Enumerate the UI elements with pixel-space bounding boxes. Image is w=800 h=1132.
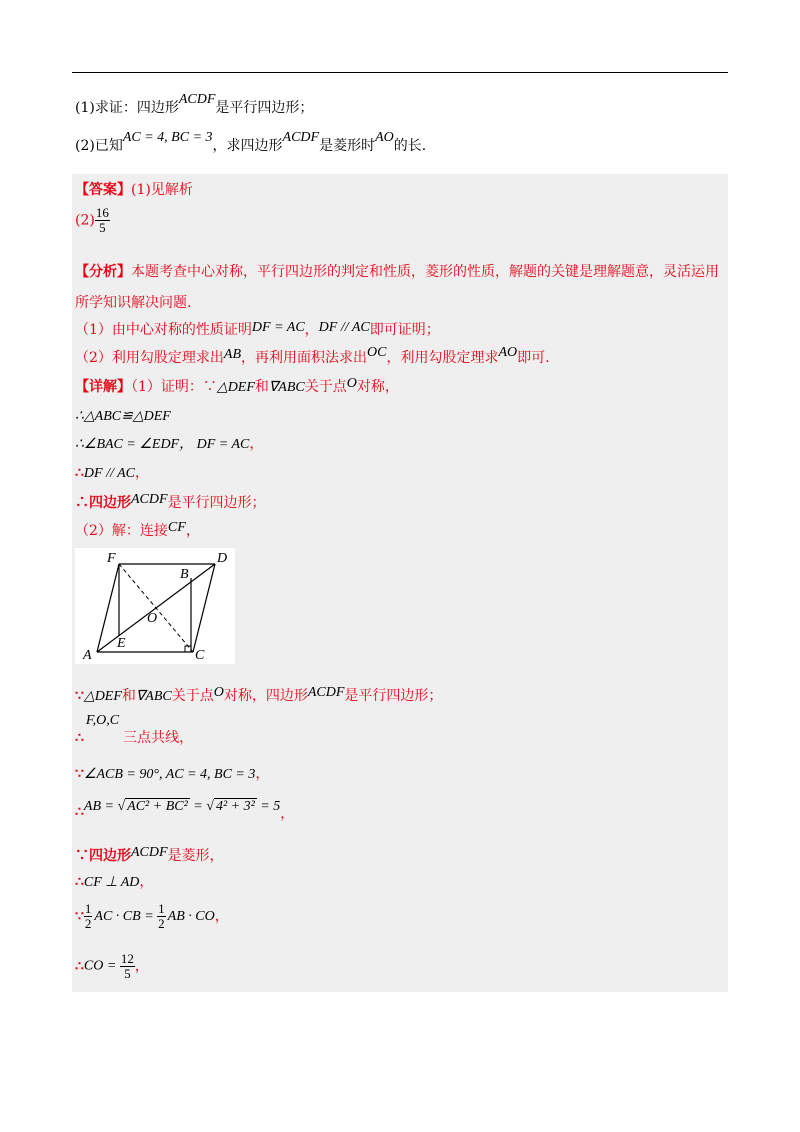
fraction-co: $\frac{12}{5}$ xyxy=(120,951,134,981)
detail-line1: 【详解】（1）证明：∵△DEF和∇ABC关于点O对称， xyxy=(75,376,399,395)
detail-line3: ∴∠BAC = ∠EDF， DF = AC， xyxy=(75,436,264,452)
label-o: O xyxy=(147,611,158,626)
label-b: B xyxy=(180,567,189,582)
detail-m2: ∴F,O,C三点共线， xyxy=(75,713,194,746)
analysis-step2: （2）利用勾股定理求出AB，再利用面积法求出OC，利用勾股定理求AO即可. xyxy=(75,345,550,366)
fraction-half-1: $\frac{1}{2}$ xyxy=(84,901,92,931)
analysis-step1: （1）由中心对称的性质证明DF = AC，DF // AC即可证明； xyxy=(75,320,440,338)
label-e: E xyxy=(117,636,126,651)
answer-line2: (2) $\frac{16}{5}$ xyxy=(75,205,109,235)
label-a: A xyxy=(83,648,92,663)
detail-m6: ∴CF ⊥ AD， xyxy=(75,874,154,890)
label-f: F xyxy=(107,551,116,566)
detail-m5: ∵四边形ACDF是菱形， xyxy=(75,845,224,864)
header-rule xyxy=(72,72,728,73)
detail-line4: ∴DF // AC， xyxy=(75,465,149,481)
detail-line5: ∴四边形ACDF是平行四边形； xyxy=(75,492,266,511)
answer-fraction: $\frac{16}{5}$ xyxy=(95,205,109,235)
question-part2: (2)已知AC = 4, BC = 3，求四边形ACDF是菱形时AO的长. xyxy=(75,130,427,154)
detail-tag: 【详解】 xyxy=(75,379,131,395)
analysis-line1: 【分析】本题考查中心对称，平行四边形的判定和性质，菱形的性质，解题的关键是理解题意，灵活运用 xyxy=(75,264,719,280)
analysis-line2: 所学知识解决问题. xyxy=(75,295,192,311)
answer-tag: 【答案】 xyxy=(75,182,131,198)
analysis-tag: 【分析】 xyxy=(75,264,131,280)
detail-m7: ∵ $\frac{1}{2}$ AC · CB = $\frac{1}{2}$ AB · CO， xyxy=(75,901,229,931)
right-angle-c xyxy=(185,646,191,652)
detail-line6: （2）解：连接CF， xyxy=(75,520,200,539)
label-d: D xyxy=(217,551,228,566)
answer-line1: 【答案】(1)见解析 xyxy=(75,182,193,198)
detail-m4: ∴AB = √ AC² + BC² = √ 4² + 3² = 5， xyxy=(75,799,295,822)
detail-m8: ∴CO = $\frac{12}{5}$ ， xyxy=(75,951,149,981)
fraction-half-2: $\frac{1}{2}$ xyxy=(158,901,165,931)
label-c: C xyxy=(195,648,205,663)
detail-m3: ∵∠ACB = 90°, AC = 4, BC = 3， xyxy=(75,766,270,782)
question-part1: (1)求证：四边形ACDF是平行四边形； xyxy=(75,92,314,116)
geometry-figure xyxy=(75,548,235,664)
detail-m1: ∵△DEF和∇ABC关于点O对称，四边形ACDF是平行四边形； xyxy=(75,685,443,704)
detail-line2: ∴△ABC≌△DEF xyxy=(75,409,171,424)
